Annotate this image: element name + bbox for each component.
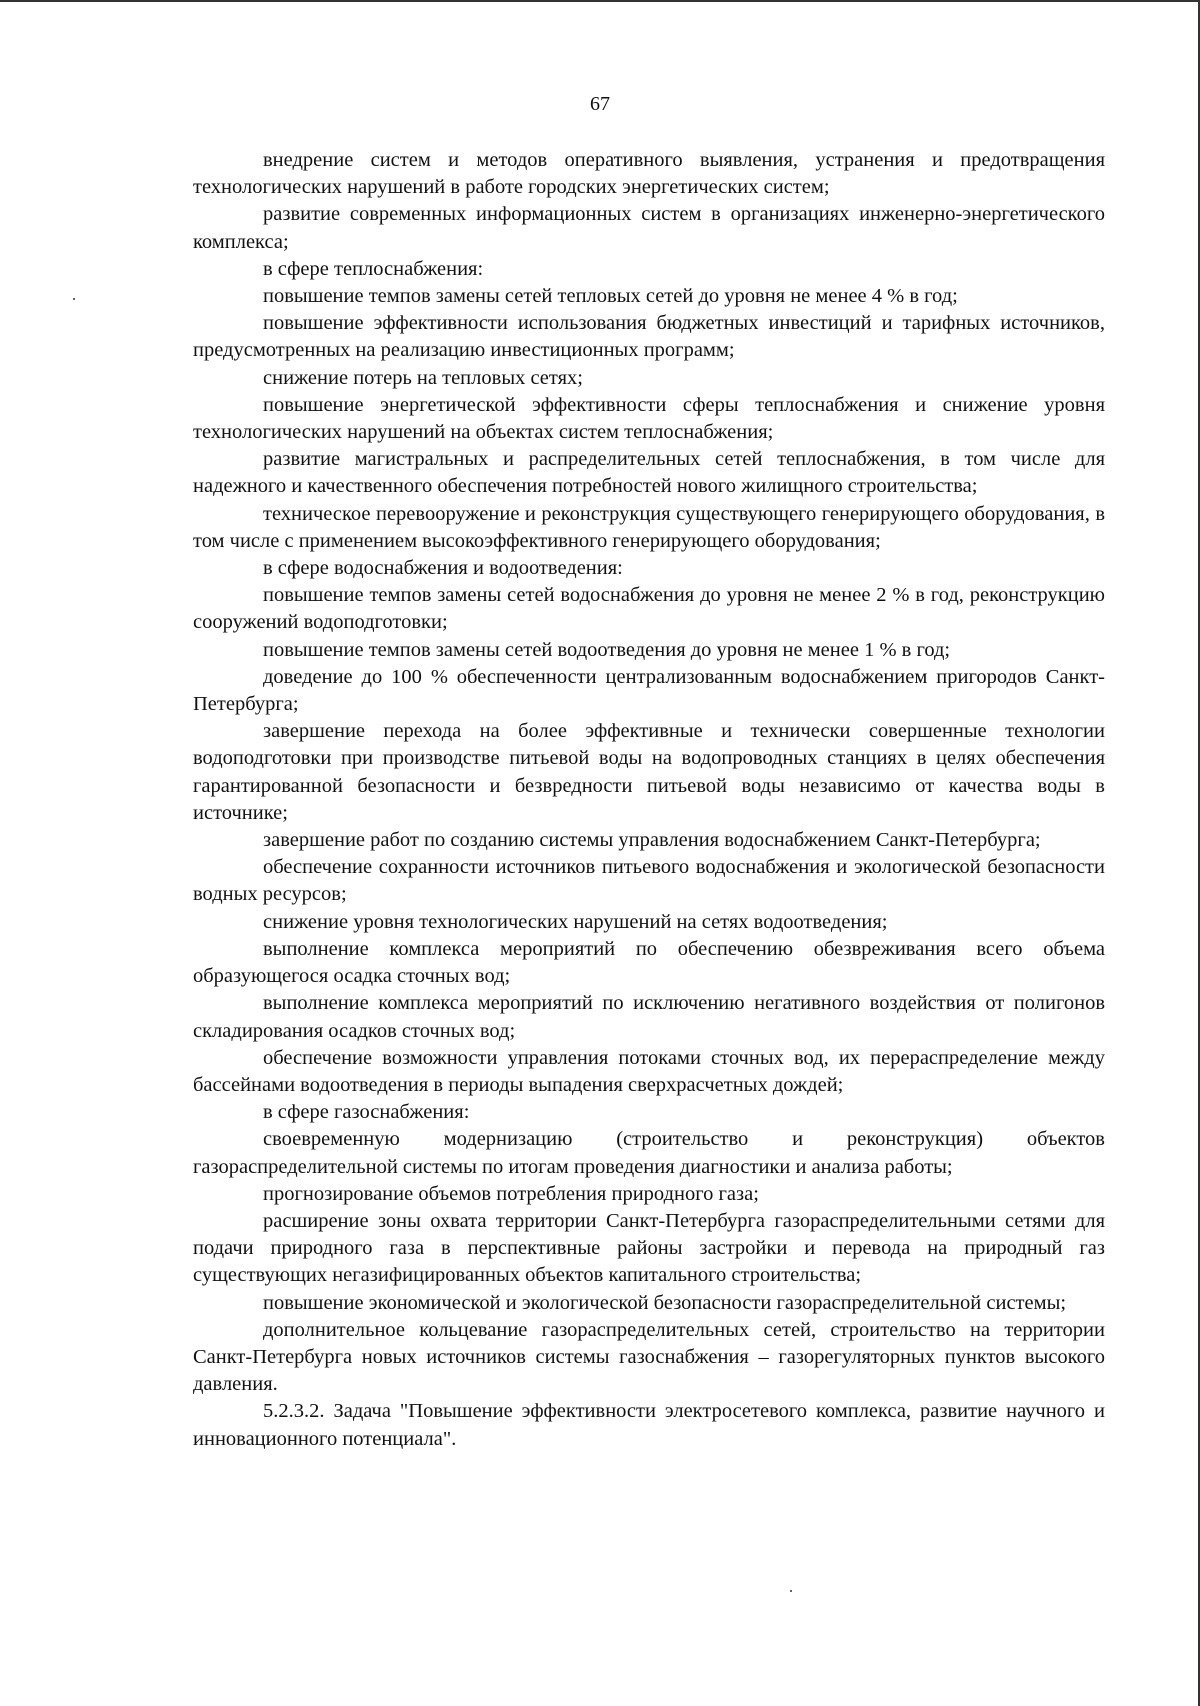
paragraph: завершение работ по созданию системы управления водоснабжением Санкт-Петербурга;	[263, 829, 1041, 852]
scan-edge-top	[0, 0, 1200, 2]
paragraph: доведение до 100 % обеспеченности централизованным водоснабжением пригородов Санкт-Петербурга;	[193, 665, 1105, 716]
section-heading: в сфере теплоснабжения:	[263, 257, 484, 280]
document-body	[193, 147, 1105, 1453]
paragraph: повышение темпов замены сетей тепловых сетей до уровня не менее 4 % в год;	[263, 285, 958, 308]
paragraph: повышение экономической и экологической безопасности газораспределительной системы;	[263, 1291, 1067, 1314]
paragraph: обеспечение возможности управления потоками сточных вод, их перераспределение между бассейнами водоотведения в периоды выпадения сверхрасчетных дождей;	[193, 1046, 1105, 1096]
paragraph: повышение темпов замены сетей водоснабжения до уровня не менее 2 % в год, реконструкцию сооружений водоподготовки;	[193, 584, 1105, 634]
paragraph: расширение зоны охвата территории Санкт-Петербурга газораспределительными сетями для подачи природного газа в перспективные районы застройки и перевода на природный газ существующих негазифицированных объектов капитального строительства;	[193, 1209, 1105, 1287]
paragraph: завершение перехода на более эффективные и технически совершенные технологии водоподготовки при производстве питьевой воды на водопроводных станциях в целях обеспечения гарантированной безопасности и безвредности питьевой воды независимо от качества воды в источнике;	[193, 720, 1105, 824]
paragraph: техническое перевооружение и реконструкция существующего генерирующего оборудования, в том числе с применением высокоэффективного генерирующего оборудования;	[193, 502, 1105, 552]
paragraph: развитие современных информационных систем в организациях инженерно-энергетического комплекса;	[193, 203, 1105, 253]
paragraph: снижение потерь на тепловых сетях;	[263, 366, 583, 389]
scan-speck	[790, 1590, 792, 1592]
section-heading: в сфере газоснабжения:	[263, 1101, 470, 1124]
paragraph: своевременную модернизацию (строительство и реконструкция) объектов газораспределительной системы по итогам проведения диагностики и анализа работы;	[193, 1128, 1105, 1178]
paragraph: снижение уровня технологических нарушений на сетях водоотведения;	[263, 910, 888, 933]
task-paragraph: 5.2.3.2. Задача "Повышение эффективности электросетевого комплекса, развитие научного и инновационного потенциала".	[193, 1400, 1105, 1450]
paragraph: выполнение комплекса мероприятий по обеспечению обезвреживания всего объема образующегося осадка сточных вод;	[193, 937, 1105, 988]
paragraph: прогнозирование объемов потребления природного газа;	[263, 1182, 759, 1205]
paragraph: внедрение систем и методов оперативного выявления, устранения и предотвращения технологических нарушений в работе городских энергетических систем;	[193, 149, 1105, 199]
paragraph: повышение темпов замены сетей водоотведения до уровня не менее 1 % в год;	[263, 638, 951, 661]
paragraph: повышение энергетической эффективности сферы теплоснабжения и снижение уровня технологических нарушений на объектах систем теплоснабжения;	[193, 393, 1105, 444]
paragraph: обеспечение сохранности источников питьевого водоснабжения и экологической безопасности водных ресурсов;	[193, 856, 1105, 906]
paragraph: выполнение комплекса мероприятий по исключению негативного воздействия от полигонов складирования осадков сточных вод;	[193, 992, 1105, 1042]
paragraph: повышение эффективности использования бюджетных инвестиций и тарифных источников, предусмотренных на реализацию инвестиционных программ;	[193, 312, 1105, 362]
paragraph: развитие магистральных и распределительных сетей теплоснабжения, в том числе для надежного и качественного обеспечения потребностей нового жилищного строительства;	[193, 448, 1105, 498]
paragraph: дополнительное кольцевание газораспределительных сетей, строительство на территории Санкт-Петербурга новых источников системы газоснабжения – газорегуляторных пунктов высокого давления.	[193, 1318, 1105, 1396]
page-number: 67	[590, 93, 610, 115]
section-heading: в сфере водоснабжения и водоотведения:	[263, 557, 623, 580]
scan-speck	[73, 298, 75, 300]
